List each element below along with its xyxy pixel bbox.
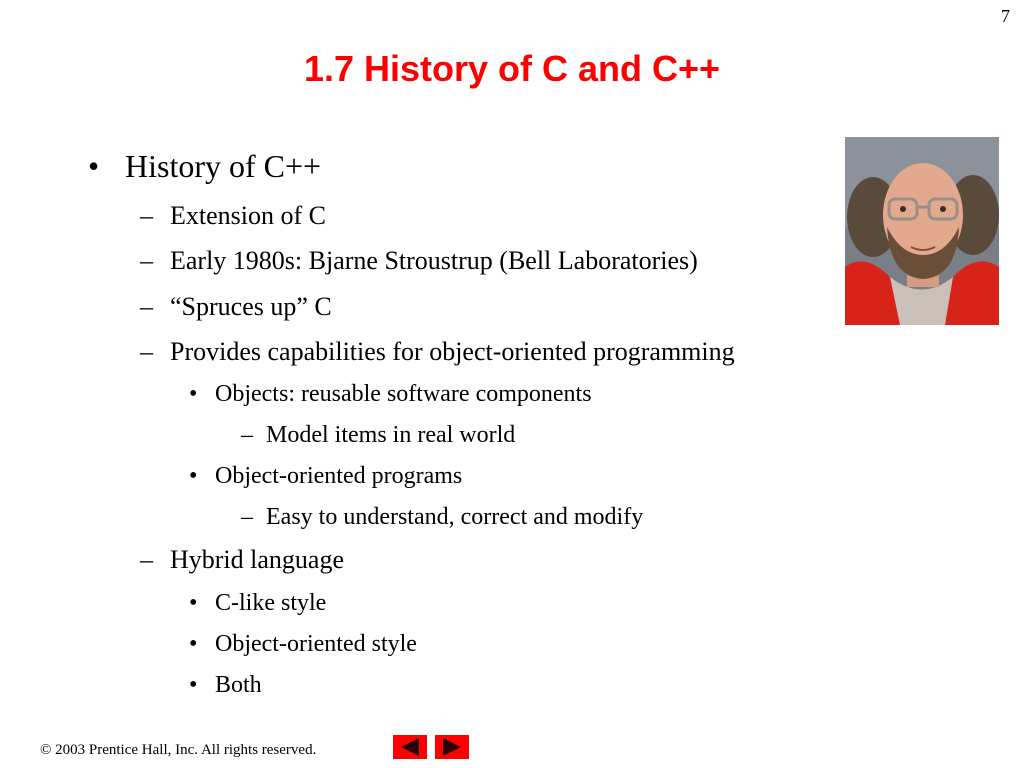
bullet-marker: • [189,463,198,489]
bullet-text: “Spruces up” C [170,292,332,321]
bullet-text: Hybrid language [170,545,345,574]
bullet-line [140,337,735,367]
copyright-footer: © 2003 Prentice Hall, Inc. All rights reserved. [40,742,317,758]
slide-title: 1.7 History of C and C++ [303,48,721,89]
triangle-left-icon [393,735,427,759]
bullet-line [189,381,592,408]
bullet-line [241,422,515,449]
bullet-marker: • [189,631,198,657]
next-slide-button[interactable] [435,735,469,759]
portrait-photo [845,137,999,325]
bullet-marker: – [140,337,153,366]
triangle-right-icon [435,735,469,759]
bullet-marker: – [241,422,253,448]
bullet-line [189,463,462,490]
bullet-text: Object-oriented style [215,631,417,657]
bullet-marker: • [88,148,100,184]
page-number: 7 [1001,6,1010,26]
bullet-line [189,590,326,617]
bullet-text: Object-oriented programs [215,463,463,489]
bullet-line [140,292,332,322]
bullet-text: Extension of C [170,201,326,230]
bullet-text: C-like style [215,590,327,616]
bullet-marker: – [241,504,253,530]
bullet-line [189,672,262,699]
bullet-text: Both [215,672,262,698]
bullet-line [189,631,417,658]
bullet-line [88,148,321,185]
bullet-text: Model items in real world [266,422,516,448]
bullet-marker: • [189,381,198,407]
bullet-line [140,246,698,276]
bullet-marker: – [140,201,153,230]
bullet-marker: • [189,590,198,616]
bullet-line [140,201,326,231]
bullet-marker: • [189,672,198,698]
bullet-text: Objects: reusable software components [215,381,592,407]
bullet-text: History of C++ [125,148,322,184]
bullet-marker: – [140,292,153,321]
bullet-line [241,504,643,531]
bullet-text: Provides capabilities for object-oriented programming [170,337,735,366]
bullet-line [140,545,344,575]
bullet-marker: – [140,545,153,574]
bullet-text: Early 1980s: Bjarne Stroustrup (Bell Laboratories) [170,246,698,275]
previous-slide-button[interactable] [393,735,427,759]
bullet-marker: – [140,246,153,275]
bullet-text: Easy to understand, correct and modify [266,504,644,530]
